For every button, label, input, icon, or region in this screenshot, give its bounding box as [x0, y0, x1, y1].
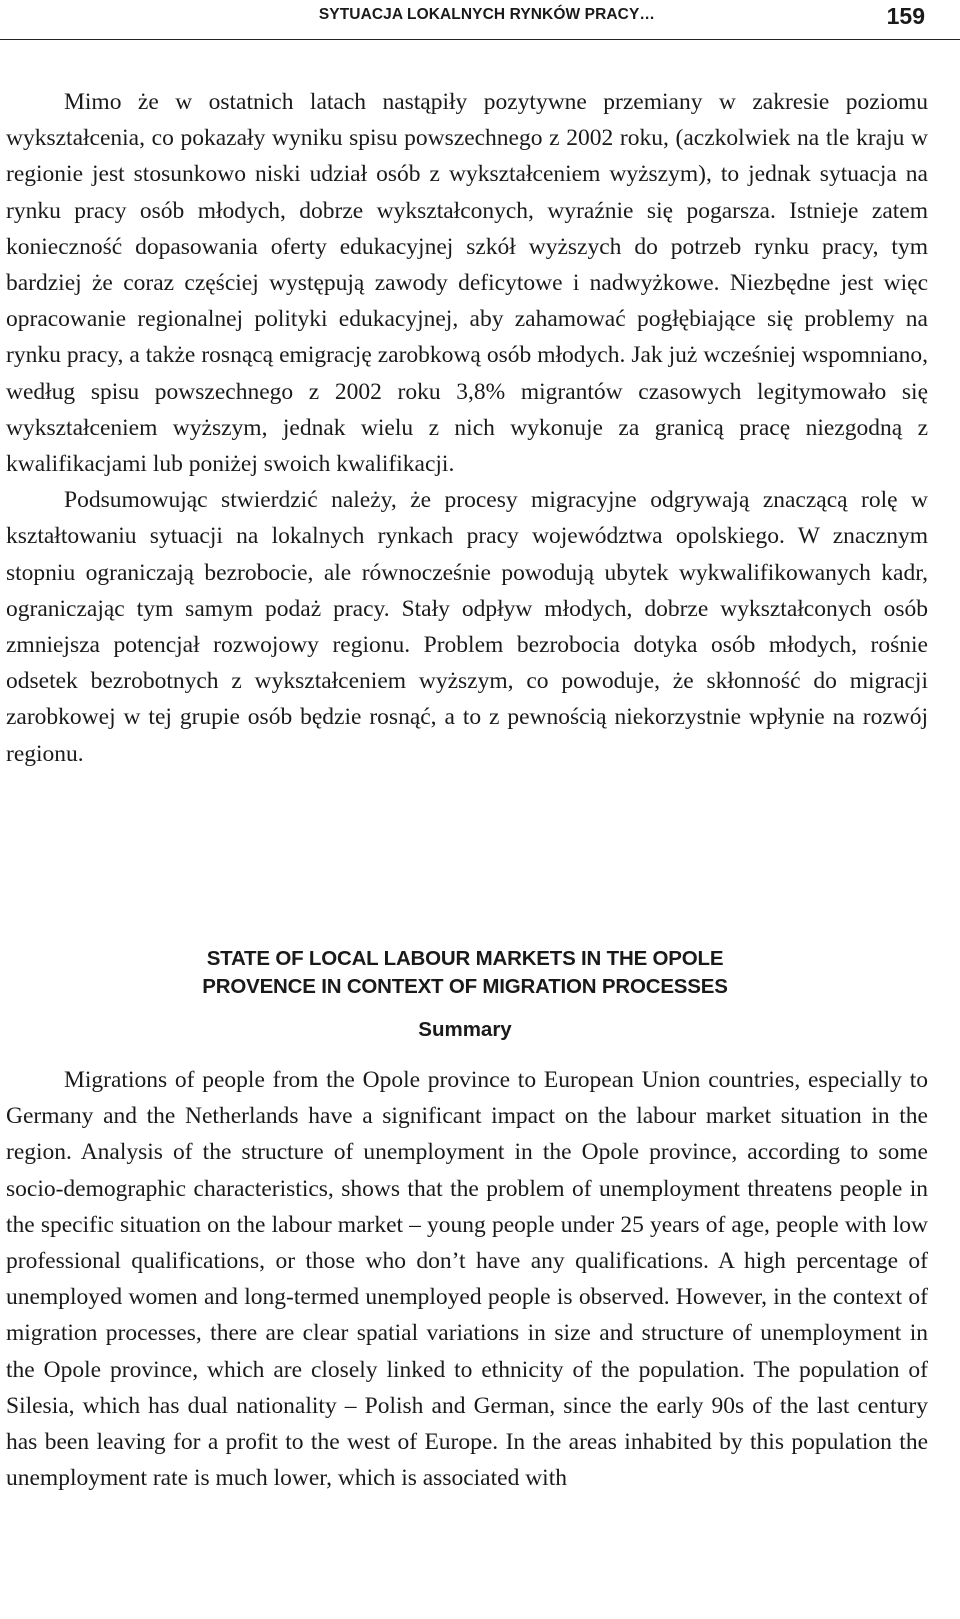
summary-title-line-2: PROVENCE IN CONTEXT OF MIGRATION PROCESSES: [202, 975, 728, 998]
summary-heading: Summary: [418, 1018, 512, 1041]
polish-paragraph-1: Mimo że w ostatnich latach nastąpiły pozytywne przemiany w zakresie poziomu wykształcenia, co pokazały wyniku spisu powszechnego z 2002 roku, (aczkolwiek na tle kraju w regionie jest stosunkowo niski udział osób z wykształceniem wyższym), to jednak sytuacja na rynku pracy osób młodych, dobrze wykształconych, wyraźnie się pogarsza. Istnieje zatem konieczność dopasowania oferty edukacyjnej szkół wyższych do potrzeb rynku pracy, tym bardziej że coraz częściej występują zawody deficytowe i nadwyżkowe. Niezbędne jest więc opracowanie regionalnej polityki edukacyjnej, aby zahamować pogłębiające się problemy na rynku pracy, a także rosnącą emigrację zarobkową osób młodych. Jak już wcześniej wspomniano, według spisu powszechnego z 2002 roku 3,8% migrantów czasowych legitymowało się wykształceniem wyższym, jednak wielu z nich wykonuje za granicą pracę niezgodną z kwalifikacjami lub poniżej swoich kwalifikacji.: [6, 89, 928, 478]
polish-body-text: [6, 84, 928, 772]
summary-paragraph: Migrations of people from the Opole province to European Union countries, especially to Germany and the Netherlands have a significant impact on the labour market situation in the region. Analysis of the structure of unemployment in the Opole province, according to some socio-demographic characteristics, shows that the problem of unemployment threatens people in the specific situation on the labour market – young people under 25 years of age, people with low professional qualifications, or those who don’t have any qualifications. A high percentage of unemployed women and long-termed unemployed people is observed. However, in the context of migration processes, there are clear spatial variations in size and structure of unemployment in the Opole province, which are closely linked to ethnicity of the population. The population of Silesia, which has dual nationality – Polish and German, since the early 90s of the last century has been leaving for a profit to the west of Europe. In the areas inhabited by this population the unemployment rate is much lower, which is associated with: [6, 1067, 928, 1492]
page-header: [0, 0, 960, 40]
summary-title-line-1: STATE OF LOCAL LABOUR MARKETS IN THE OPOLE: [206, 947, 724, 970]
page-number: 159: [886, 3, 925, 29]
running-head: SYTUACJA LOKALNYCH RYNKÓW PRACY…: [318, 6, 655, 23]
english-summary-text: [6, 1062, 928, 1496]
summary-title: [0, 945, 930, 1001]
polish-paragraph-2: Podsumowując stwierdzić należy, że procesy migracyjne odgrywają znaczącą rolę w kształtowaniu sytuacji na lokalnych rynkach pracy województwa opolskiego. W znacznym stopniu ograniczają bezrobocie, ale równocześnie powodują ubytek wykwalifikowanych kadr, ograniczając tym samym podaż pracy. Stały odpływ młodych, dobrze wykształconych osób zmniejsza potencjał rozwojowy regionu. Problem bezrobocia dotyka osób młodych, rośnie odsetek bezrobotnych z wykształceniem wyższym, co powoduje, że skłonność do migracji zarobkowej w tej grupie osób będzie rosnąć, a to z pewnością niekorzystnie wpłynie na rozwój regionu.: [6, 487, 928, 767]
